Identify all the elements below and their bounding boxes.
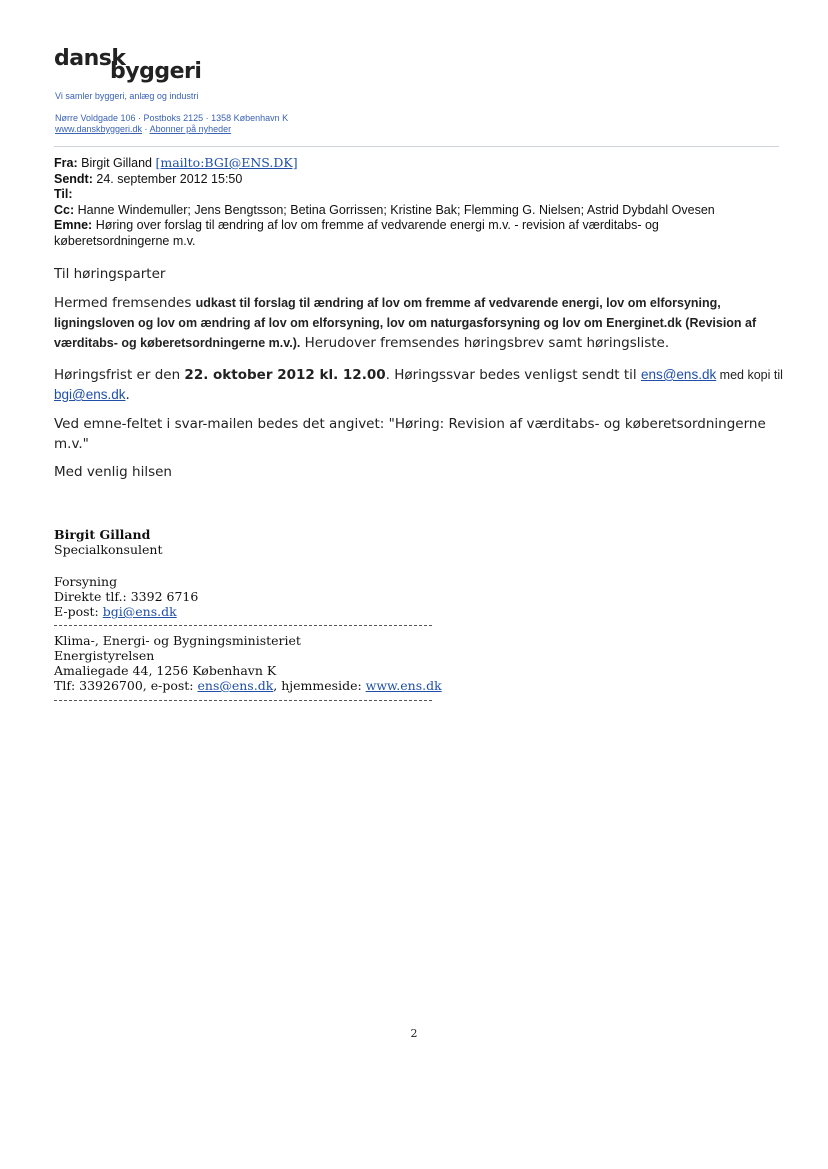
email-label: E-post: [54,604,99,619]
from-row [54,155,774,172]
ministry-name: Klima-, Energi- og Bygningsministeriet [54,633,301,648]
letterhead-links [55,124,288,135]
signature-phone-row [54,589,198,604]
postal-address: Nørre Voldgade 106 · Postboks 2125 · 1358 København K [55,113,289,123]
p2-start: Høringsfrist er den [54,367,185,383]
logo-word-byggeri: byggeri [110,59,202,84]
signature-name: Birgit Gilland [54,527,151,542]
sent-value: 24. september 2012 15:50 [96,171,243,186]
signature-divider-bottom [54,700,432,701]
logo-word-dansk: dansk [54,46,126,71]
from-label: Fra: [54,156,78,170]
cc-label: Cc: [54,202,75,217]
web-label: , hjemmeside: [273,678,366,693]
sent-label: Sendt: [54,171,93,186]
cc-row [54,203,774,219]
signature-divider-top [54,625,432,626]
body-paragraph-1 [54,293,784,353]
p1-end: Herudover fremsendes høringsbrev samt høringsliste. [300,335,670,351]
sent-row [54,172,774,188]
cc-value: Hanne Windemuller; Jens Bengtsson; Betina Gorrissen; Kristine Bak; Flemming G. Nielsen; Astrid Dybdahl Ovesen [77,202,715,217]
to-label: Til: [54,187,73,201]
body-paragraph-3: Ved emne-feltet i svar-mailen bedes det angivet: "Høring: Revision af værditabs- og køberetsordningerne m.v." [54,416,766,452]
closing: Med venlig hilsen [54,464,172,480]
p1-bold-text: udkast til forslag til ændring af lov om fremme af vedvarende energi, lov om elforsyning, ligningsloven og lov om ændring af lov om elforsyning, lov om naturgasforsyning og lov om Energinet.dk (Revision af værditabs- og køberetsordningerne m.v.). [54,296,757,350]
phone-label: Direkte tlf.: [54,589,127,604]
from-name: Birgit Gilland [81,156,152,170]
to-row [54,187,774,203]
tagline: Vi samler byggeri, anlæg og industri [55,91,199,101]
signature-department: Forsyning [54,574,118,589]
separator: · [142,124,150,134]
subject-row [54,218,774,249]
agency-contact-row [54,678,442,693]
body-paragraph-2 [54,365,784,405]
agency-name: Energistyrelsen [54,648,155,663]
p1-start: Hermed fremsendes [54,295,196,311]
letterhead-address-block [55,113,288,135]
deadline: 22. oktober 2012 kl. 12.00 [184,367,386,383]
email-header [54,155,774,249]
signature-email-row [54,604,198,619]
newsletter-link[interactable]: Abonner på nyheder [149,124,232,134]
agency-address: Amaliegade 44, 1256 København K [54,663,277,678]
signature-email-link[interactable]: bgi@ens.dk [102,604,177,619]
p2-end: . [125,387,130,403]
signature-title: Specialkonsulent [54,542,163,557]
phone-number: 3392 6716 [130,589,199,604]
p2-mid: . Høringssvar bedes venligst sendt til [385,367,641,383]
tlf-label: Tlf: 33926700, e-post: [54,678,198,693]
subject-label: Emne: [54,218,93,232]
from-mailto-link[interactable]: [mailto:BGI@ENS.DK] [155,155,298,170]
bgi-email-link[interactable]: bgi@ens.dk [54,387,126,402]
ens-email-link[interactable]: ens@ens.dk [640,367,717,382]
header-divider [54,146,779,147]
signature-contact-block [54,574,198,619]
agency-email-link[interactable]: ens@ens.dk [197,678,274,693]
p2-copy: med kopi til [716,368,783,382]
agency-website-link[interactable]: www.ens.dk [365,678,442,693]
ministry-block [54,633,442,693]
signature-name-block [54,527,163,557]
website-link[interactable]: www.danskbyggeri.dk [55,124,143,134]
subject-value: Høring over forslag til ændring af lov om fremme af vedvarende energi m.v. - revision af værditabs- og køberetsordningerne m.v. [54,218,659,248]
greeting: Til høringsparter [54,266,166,282]
dansk-byggeri-logo [54,46,202,86]
page-number: 2 [410,1027,418,1040]
